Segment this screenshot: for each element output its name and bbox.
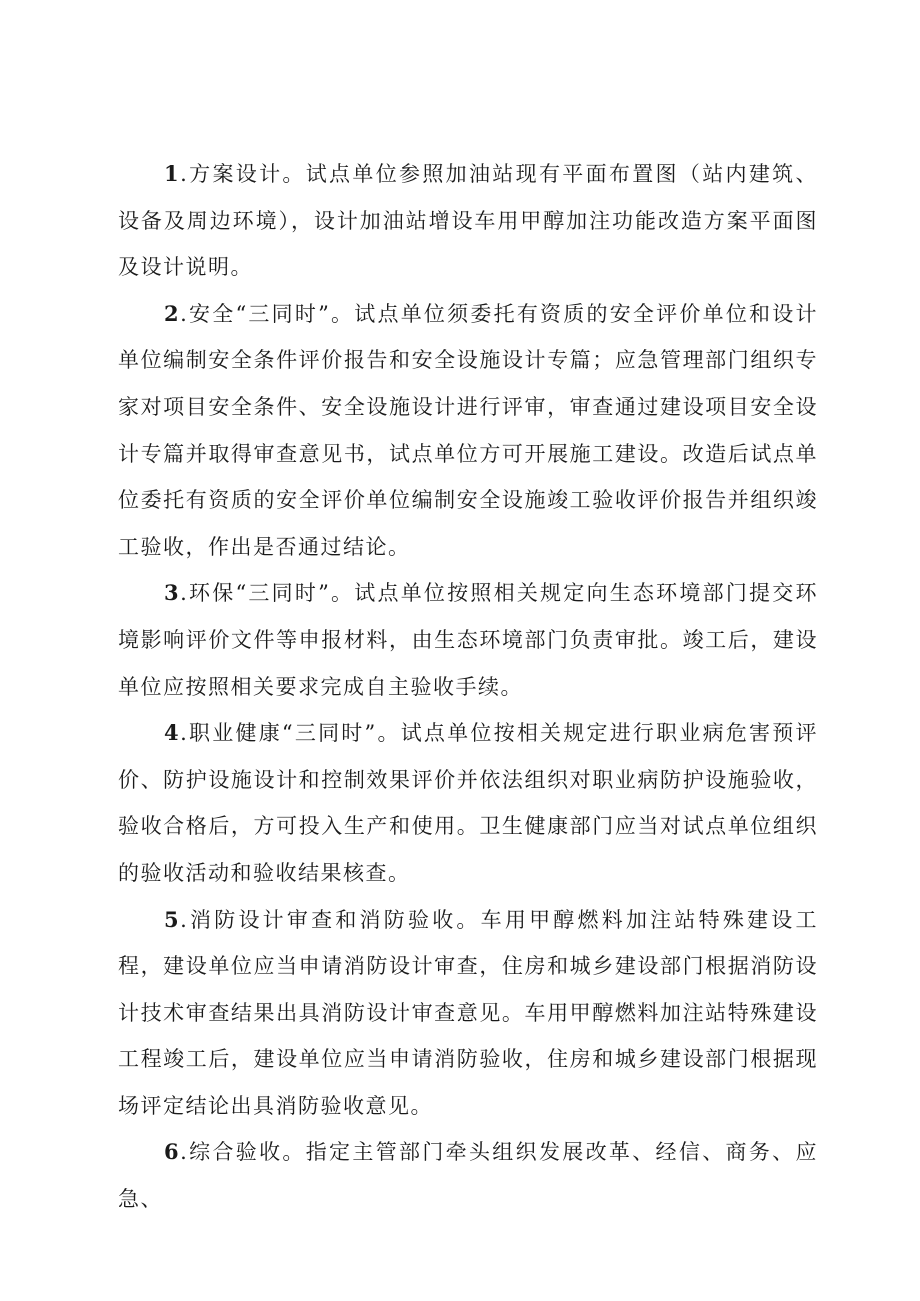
paragraph-5-number: 5 [164,906,181,932]
paragraph-6-number: 6 [164,1139,181,1165]
paragraph-6 [118,1129,818,1222]
paragraph-4 [118,710,818,896]
paragraph-1-text: .方案设计。试点单位参照加油站现有平面布置图（站内建筑、设备及周边环境），设计加油站增设车用甲醇加注功能改造方案平面图及设计说明。 [118,162,818,280]
paragraph-2-text: .安全“三同时”。试点单位须委托有资质的安全评价单位和设计单位编制安全条件评价报告和安全设施设计专篇；应急管理部门组织专家对项目安全条件、安全设施设计进行评审，审查通过建设项目安全设计专篇并取得审查意见书，试点单位方可开展施工建设。改造后试点单位委托有资质的安全评价单位编制安全设施竣工验收评价报告并组织竣工验收，作出是否通过结论。 [118,301,818,559]
paragraph-3 [118,570,818,710]
paragraph-6-text: .综合验收。指定主管部门牵头组织发展改革、经信、商务、应急、 [118,1140,818,1212]
paragraph-4-text: .职业健康“三同时”。试点单位按相关规定进行职业病危害预评价、防护设施设计和控制效果评价并依法组织对职业病防护设施验收，验收合格后，方可投入生产和使用。卫生健康部门应当对试点单位组织的验收活动和验收结果核查。 [118,721,818,885]
paragraph-3-text: .环保“三同时”。试点单位按照相关规定向生态环境部门提交环境影响评价文件等申报材料，由生态环境部门负责审批。竣工后，建设单位应按照相关要求完成自主验收手续。 [118,581,818,699]
paragraph-4-number: 4 [164,720,181,746]
paragraph-3-number: 3 [164,580,181,606]
paragraph-1 [118,151,818,291]
paragraph-5 [118,897,818,1130]
paragraph-5-text: .消防设计审查和消防验收。车用甲醇燃料加注站特殊建设工程，建设单位应当申请消防设计审查，住房和城乡建设部门根据消防设计技术审查结果出具消防设计审查意见。车用甲醇燃料加注站特殊建设工程竣工后，建设单位应当申请消防验收，住房和城乡建设部门根据现场评定结论出具消防验收意见。 [118,907,818,1118]
paragraph-2-number: 2 [164,300,181,326]
paragraph-1-number: 1 [164,161,181,186]
paragraph-2 [118,291,818,571]
document-body [118,151,818,1223]
